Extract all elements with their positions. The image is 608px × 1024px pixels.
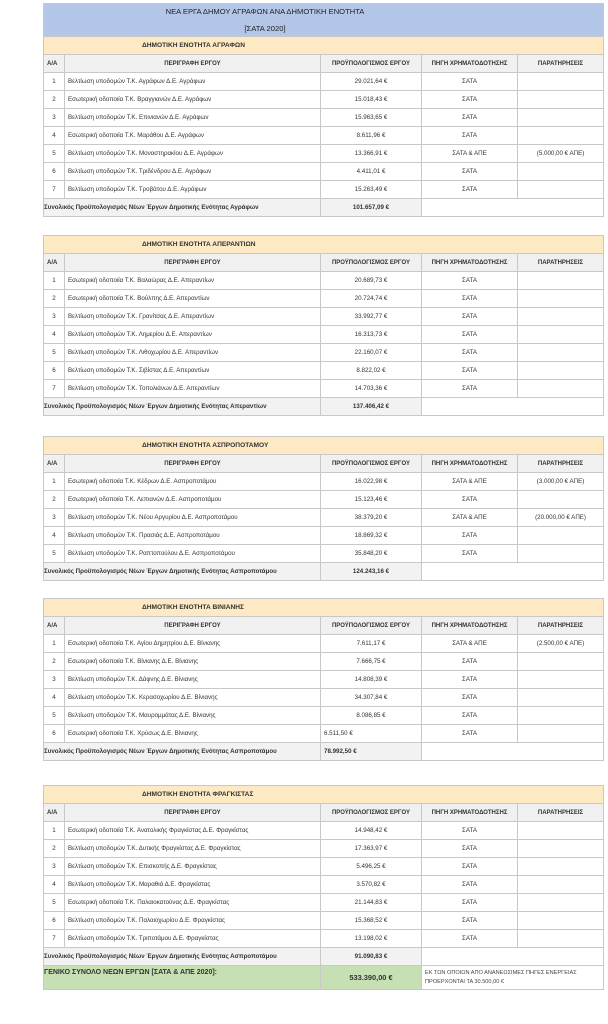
table-row <box>44 109 604 127</box>
document-title: ΝΕΑ ΕΡΓΑ ΔΗΜΟΥ ΑΓΡΑΦΩΝ ΑΝΑ ΔΗΜΟΤΙΚΗ ΕΝΟΤΗΤΑ <box>44 4 604 21</box>
column-header-description: ΠΕΡΙΓΡΑΦΗ ΕΡΓΟΥ <box>65 254 321 272</box>
project-description: Βελτίωση υποδομών Τ.Κ. Αγράφων Δ.Ε. Αγράφων <box>65 73 321 91</box>
subtotal-label: Συνολικός Προϋπολογισμός Νέων Έργων Δημοτικής Ενότητας Ασπροποτάμου <box>44 743 321 761</box>
remarks: (2.500,00 € ΑΠΕ) <box>518 635 604 653</box>
funding-source: ΣΑΤΑ <box>422 527 518 545</box>
project-budget: 35.848,20 € <box>321 545 422 563</box>
section-table <box>43 436 603 581</box>
funding-source: ΣΑΤΑ <box>422 858 518 876</box>
column-header-description: ΠΕΡΙΓΡΑΦΗ ΕΡΓΟΥ <box>65 455 321 473</box>
funding-source: ΣΑΤΑ <box>422 163 518 181</box>
table-row <box>44 509 604 527</box>
table-row <box>44 491 604 509</box>
project-budget: 20.724,74 € <box>321 290 422 308</box>
row-number: 3 <box>44 308 65 326</box>
table-row <box>44 545 604 563</box>
remarks <box>518 930 604 948</box>
project-description: Εσωτερική οδοποιία Τ.Κ. Κέδρων Δ.Ε. Ασπροποτάμου <box>65 473 321 491</box>
remarks <box>518 822 604 840</box>
remarks <box>518 127 604 145</box>
project-budget: 33.992,77 € <box>321 308 422 326</box>
grand-total-block <box>43 965 603 990</box>
subtotal-value: 124.243,16 € <box>321 563 422 581</box>
section-table <box>43 785 603 966</box>
subtotal-row <box>44 948 604 966</box>
remarks <box>518 840 604 858</box>
remarks <box>518 527 604 545</box>
funding-source: ΣΑΤΑ <box>422 380 518 398</box>
project-budget: 8.611,96 € <box>321 127 422 145</box>
column-header-source: ΠΗΓΗ ΧΡΗΜΑΤΟΔΟΤΗΣΗΣ <box>422 617 518 635</box>
table-row <box>44 473 604 491</box>
remarks: (5.000,00 € ΑΠΕ) <box>518 145 604 163</box>
row-number: 5 <box>44 145 65 163</box>
column-header-description: ΠΕΡΙΓΡΑΦΗ ΕΡΓΟΥ <box>65 55 321 73</box>
project-description: Εσωτερική οδοποιία Τ.Κ. Παλαιοκατούνας Δ.Ε. Φραγκίστας <box>65 894 321 912</box>
funding-source: ΣΑΤΑ & ΑΠΕ <box>422 509 518 527</box>
row-number: 4 <box>44 127 65 145</box>
subtotal-row <box>44 199 604 217</box>
table-row <box>44 290 604 308</box>
table-row <box>44 527 604 545</box>
column-header-source: ΠΗΓΗ ΧΡΗΜΑΤΟΔΟΤΗΣΗΣ <box>422 254 518 272</box>
remarks <box>518 308 604 326</box>
section-title: ΔΗΜΟΤΙΚΗ ΕΝΟΤΗΤΑ ΒΙΝΙΑΝΗΣ <box>142 604 244 611</box>
project-budget: 15.368,52 € <box>321 912 422 930</box>
row-number: 4 <box>44 876 65 894</box>
column-header-remarks: ΠΑΡΑΤΗΡΗΣΕΙΣ <box>518 455 604 473</box>
column-header-budget: ΠΡΟΫΠΟΛΟΓΙΣΜΟΣ ΕΡΓΟΥ <box>321 455 422 473</box>
column-header-aa: Α/Α <box>44 617 65 635</box>
row-number: 1 <box>44 73 65 91</box>
subtotal-empty <box>422 743 604 761</box>
table-row <box>44 362 604 380</box>
column-header-remarks: ΠΑΡΑΤΗΡΗΣΕΙΣ <box>518 617 604 635</box>
table-row <box>44 272 604 290</box>
project-description: Εσωτερική οδοποιία Τ.Κ. Βαλαώρας Δ.Ε. Απεραντίων <box>65 272 321 290</box>
project-budget: 15.123,46 € <box>321 491 422 509</box>
row-number: 3 <box>44 671 65 689</box>
row-number: 2 <box>44 290 65 308</box>
row-number: 6 <box>44 912 65 930</box>
project-budget: 22.160,07 € <box>321 344 422 362</box>
project-budget: 8.822,02 € <box>321 362 422 380</box>
subtotal-value: 137.406,42 € <box>321 398 422 416</box>
project-description: Εσωτερική οδοποιία Τ.Κ. Ανατολικής Φραγκίστας Δ.Ε. Φραγκίστας <box>65 822 321 840</box>
table-row <box>44 840 604 858</box>
project-budget: 13.366,91 € <box>321 145 422 163</box>
remarks <box>518 671 604 689</box>
project-description: Βελτίωση υποδομών Τ.Κ. Δυτικής Φραγκίστας Δ.Ε. Φραγκίστας <box>65 840 321 858</box>
column-header-remarks: ΠΑΡΑΤΗΡΗΣΕΙΣ <box>518 55 604 73</box>
table-row <box>44 181 604 199</box>
project-description: Βελτίωση υποδομών Τ.Κ. Δάφνης Δ.Ε. Βίνιανης <box>65 671 321 689</box>
table-row <box>44 127 604 145</box>
row-number: 3 <box>44 509 65 527</box>
column-header-source: ΠΗΓΗ ΧΡΗΜΑΤΟΔΟΤΗΣΗΣ <box>422 55 518 73</box>
remarks <box>518 181 604 199</box>
subtotal-label: Συνολικός Προϋπολογισμός Νέων Έργων Δημοτικής Ενότητας Αγράφων <box>44 199 321 217</box>
row-number: 3 <box>44 109 65 127</box>
funding-source: ΣΑΤΑ <box>422 725 518 743</box>
table-row <box>44 707 604 725</box>
column-header-budget: ΠΡΟΫΠΟΛΟΓΙΣΜΟΣ ΕΡΓΟΥ <box>321 254 422 272</box>
subtotal-row <box>44 398 604 416</box>
table-row <box>44 653 604 671</box>
project-description: Βελτίωση υποδομών Τ.Κ. Επισκοπής Δ.Ε. Φραγκίστας <box>65 858 321 876</box>
project-description: Εσωτερική οδοποιία Τ.Κ. Βραγγιανών Δ.Ε. Αγράφων <box>65 91 321 109</box>
funding-source: ΣΑΤΑ <box>422 109 518 127</box>
remarks <box>518 91 604 109</box>
row-number: 7 <box>44 181 65 199</box>
table-row <box>44 380 604 398</box>
section-title: ΔΗΜΟΤΙΚΗ ΕΝΟΤΗΤΑ ΑΠΕΡΑΝΤΙΩΝ <box>142 241 256 248</box>
funding-source: ΣΑΤΑ <box>422 290 518 308</box>
remarks <box>518 326 604 344</box>
project-description: Βελτίωση υποδομών Τ.Κ. Τροβάτου Δ.Ε. Αγράφων <box>65 181 321 199</box>
row-number: 6 <box>44 725 65 743</box>
document-subtitle: [ΣΑΤΑ 2020] <box>44 20 604 37</box>
column-header-remarks: ΠΑΡΑΤΗΡΗΣΕΙΣ <box>518 804 604 822</box>
project-budget: 6.511,50 € <box>321 725 422 743</box>
project-description: Βελτίωση υποδομών Τ.Κ. Επινιανών Δ.Ε. Αγράφων <box>65 109 321 127</box>
remarks <box>518 545 604 563</box>
funding-source: ΣΑΤΑ <box>422 491 518 509</box>
row-number: 5 <box>44 707 65 725</box>
funding-source: ΣΑΤΑ <box>422 707 518 725</box>
table-row <box>44 689 604 707</box>
project-budget: 18.869,32 € <box>321 527 422 545</box>
project-description: Εσωτερική οδοποιία Τ.Κ. Βούλπης Δ.Ε. Απεραντίων <box>65 290 321 308</box>
row-number: 5 <box>44 894 65 912</box>
document-title-block <box>43 3 603 37</box>
section-table <box>43 36 603 217</box>
project-budget: 17.363,97 € <box>321 840 422 858</box>
row-number: 2 <box>44 653 65 671</box>
section-title: ΔΗΜΟΤΙΚΗ ΕΝΟΤΗΤΑ ΑΓΡΑΦΩΝ <box>142 42 245 49</box>
project-description: Βελτίωση υποδομών Τ.Κ. Σιβίστας Δ.Ε. Απεραντίων <box>65 362 321 380</box>
subtotal-label: Συνολικός Προϋπολογισμός Νέων Έργων Δημοτικής Ενότητας Ασπροποτάμου <box>44 563 321 581</box>
project-budget: 15.263,49 € <box>321 181 422 199</box>
funding-source: ΣΑΤΑ <box>422 840 518 858</box>
remarks <box>518 380 604 398</box>
funding-source: ΣΑΤΑ & ΑΠΕ <box>422 635 518 653</box>
column-header-aa: Α/Α <box>44 804 65 822</box>
column-header-source: ΠΗΓΗ ΧΡΗΜΑΤΟΔΟΤΗΣΗΣ <box>422 455 518 473</box>
remarks <box>518 272 604 290</box>
funding-source: ΣΑΤΑ <box>422 91 518 109</box>
project-budget: 21.144,83 € <box>321 894 422 912</box>
row-number: 2 <box>44 91 65 109</box>
project-description: Εσωτερική οδοποιία Τ.Κ. Λεπιανών Δ.Ε. Ασπροποτάμου <box>65 491 321 509</box>
column-header-source: ΠΗΓΗ ΧΡΗΜΑΤΟΔΟΤΗΣΗΣ <box>422 804 518 822</box>
project-description: Εσωτερική οδοποιία Τ.Κ. Αγίου Δημητρίου Δ.Ε. Βίνιανης <box>65 635 321 653</box>
table-row <box>44 344 604 362</box>
project-budget: 16.022,98 € <box>321 473 422 491</box>
table-row <box>44 308 604 326</box>
funding-source: ΣΑΤΑ <box>422 344 518 362</box>
remarks <box>518 362 604 380</box>
remarks <box>518 109 604 127</box>
project-budget: 29.021,64 € <box>321 73 422 91</box>
section-header <box>44 437 604 455</box>
project-description: Βελτίωση υποδομών Τ.Κ. Ραπτοπούλου Δ.Ε. Ασπροποτάμου <box>65 545 321 563</box>
table-row <box>44 671 604 689</box>
project-budget: 7.611,17 € <box>321 635 422 653</box>
project-budget: 7.666,75 € <box>321 653 422 671</box>
project-description: Βελτίωση υποδομών Τ.Κ. Μαραθιά Δ.Ε. Φραγκίστας <box>65 876 321 894</box>
project-description: Βελτίωση υποδομών Τ.Κ. Μοναστηρακίου Δ.Ε. Αγράφων <box>65 145 321 163</box>
remarks <box>518 491 604 509</box>
table-row <box>44 326 604 344</box>
subtotal-value: 78.992,50 € <box>321 743 422 761</box>
project-budget: 5.496,25 € <box>321 858 422 876</box>
subtotal-empty <box>422 948 604 966</box>
project-budget: 16.313,73 € <box>321 326 422 344</box>
funding-source: ΣΑΤΑ <box>422 181 518 199</box>
funding-source: ΣΑΤΑ <box>422 545 518 563</box>
project-description: Βελτίωση υποδομών Τ.Κ. Νέου Αργυρίου Δ.Ε. Ασπροποτάμου <box>65 509 321 527</box>
remarks: (3.000,00 € ΑΠΕ) <box>518 473 604 491</box>
row-number: 6 <box>44 163 65 181</box>
section-title: ΔΗΜΟΤΙΚΗ ΕΝΟΤΗΤΑ ΦΡΑΓΚΙΣΤΑΣ <box>142 791 254 798</box>
table-row <box>44 725 604 743</box>
project-budget: 14.808,39 € <box>321 671 422 689</box>
funding-source: ΣΑΤΑ & ΑΠΕ <box>422 473 518 491</box>
remarks <box>518 725 604 743</box>
funding-source: ΣΑΤΑ & ΑΠΕ <box>422 145 518 163</box>
column-header-budget: ΠΡΟΫΠΟΛΟΓΙΣΜΟΣ ΕΡΓΟΥ <box>321 617 422 635</box>
column-header-budget: ΠΡΟΫΠΟΛΟΓΙΣΜΟΣ ΕΡΓΟΥ <box>321 804 422 822</box>
table-row <box>44 91 604 109</box>
project-description: Βελτίωση υποδομών Τ.Κ. Γρανίτσας Δ.Ε. Απεραντίων <box>65 308 321 326</box>
table-row <box>44 163 604 181</box>
project-budget: 15.018,43 € <box>321 91 422 109</box>
table-row <box>44 635 604 653</box>
row-number: 1 <box>44 822 65 840</box>
project-description: Βελτίωση υποδομών Τ.Κ. Κερασοχωρίου Δ.Ε. Βίνιανης <box>65 689 321 707</box>
section-title: ΔΗΜΟΤΙΚΗ ΕΝΟΤΗΤΑ ΑΣΠΡΟΠΟΤΑΜΟΥ <box>142 442 269 449</box>
remarks <box>518 653 604 671</box>
column-header-remarks: ΠΑΡΑΤΗΡΗΣΕΙΣ <box>518 254 604 272</box>
project-budget: 34.307,84 € <box>321 689 422 707</box>
row-number: 7 <box>44 930 65 948</box>
table-row <box>44 912 604 930</box>
project-budget: 15.963,65 € <box>321 109 422 127</box>
project-description: Εσωτερική οδοποιία Τ.Κ. Βίνιανης Δ.Ε. Βίνιανης <box>65 653 321 671</box>
subtotal-label: Συνολικός Προϋπολογισμός Νέων Έργων Δημοτικής Ενότητας Απεραντίων <box>44 398 321 416</box>
row-number: 4 <box>44 689 65 707</box>
subtotal-label: Συνολικός Προϋπολογισμός Νέων Έργων Δημοτικής Ενότητας Ασπροποτάμου <box>44 948 321 966</box>
subtotal-value: 91.090,83 € <box>321 948 422 966</box>
remarks <box>518 912 604 930</box>
funding-source: ΣΑΤΑ <box>422 653 518 671</box>
funding-source: ΣΑΤΑ <box>422 127 518 145</box>
remarks <box>518 707 604 725</box>
row-number: 1 <box>44 272 65 290</box>
project-description: Βελτίωση υποδομών Τ.Κ. Τοπολιάνων Δ.Ε. Απεραντίων <box>65 380 321 398</box>
row-number: 7 <box>44 380 65 398</box>
funding-source: ΣΑΤΑ <box>422 822 518 840</box>
remarks <box>518 73 604 91</box>
project-description: Εσωτερική οδοποιία Τ.Κ. Μαράθου Δ.Ε. Αγράφων <box>65 127 321 145</box>
remarks <box>518 290 604 308</box>
section-header <box>44 599 604 617</box>
funding-source: ΣΑΤΑ <box>422 308 518 326</box>
remarks <box>518 689 604 707</box>
subtotal-empty <box>422 398 604 416</box>
remarks <box>518 163 604 181</box>
table-row <box>44 930 604 948</box>
funding-source: ΣΑΤΑ <box>422 73 518 91</box>
grand-total-note: ΕΚ ΤΩΝ ΟΠΟΙΩΝ ΑΠΟ ΑΝΑΝΕΩΣΙΜΕΣ ΠΗΓΕΣ ΕΝΕΡΓΕΙΑΣ ΠΡΟΕΡΧΟΝΤΑΙ ΤΑ 30.500,00 € <box>422 966 604 990</box>
subtotal-value: 101.657,09 € <box>321 199 422 217</box>
column-header-aa: Α/Α <box>44 55 65 73</box>
grand-total-label: ΓΕΝΙΚΟ ΣΥΝΟΛΟ ΝΕΩΝ ΕΡΓΩΝ [ΣΑΤΑ & ΑΠΕ 2020]: <box>44 966 321 990</box>
funding-source: ΣΑΤΑ <box>422 894 518 912</box>
table-row <box>44 858 604 876</box>
project-budget: 13.198,02 € <box>321 930 422 948</box>
project-description: Βελτίωση υποδομών Τ.Κ. Τριποτάμου Δ.Ε. Φραγκίστας <box>65 930 321 948</box>
funding-source: ΣΑΤΑ <box>422 930 518 948</box>
project-budget: 4.411,01 € <box>321 163 422 181</box>
row-number: 5 <box>44 344 65 362</box>
project-description: Βελτίωση υποδομών Τ.Κ. Λημερίου Δ.Ε. Απεραντίων <box>65 326 321 344</box>
remarks <box>518 344 604 362</box>
subtotal-row <box>44 743 604 761</box>
funding-source: ΣΑΤΑ <box>422 671 518 689</box>
project-budget: 38.379,20 € <box>321 509 422 527</box>
row-number: 2 <box>44 840 65 858</box>
row-number: 4 <box>44 326 65 344</box>
remarks <box>518 876 604 894</box>
funding-source: ΣΑΤΑ <box>422 272 518 290</box>
grand-total-value: 533.390,00 € <box>321 966 422 990</box>
funding-source: ΣΑΤΑ <box>422 912 518 930</box>
remarks <box>518 894 604 912</box>
column-header-description: ΠΕΡΙΓΡΑΦΗ ΕΡΓΟΥ <box>65 617 321 635</box>
project-budget: 14.703,36 € <box>321 380 422 398</box>
column-header-budget: ΠΡΟΫΠΟΛΟΓΙΣΜΟΣ ΕΡΓΟΥ <box>321 55 422 73</box>
column-header-description: ΠΕΡΙΓΡΑΦΗ ΕΡΓΟΥ <box>65 804 321 822</box>
row-number: 1 <box>44 635 65 653</box>
section-table <box>43 235 603 416</box>
subtotal-row <box>44 563 604 581</box>
project-description: Εσωτερική οδοποιία Τ.Κ. Χρύσως Δ.Ε. Βίνιανης <box>65 725 321 743</box>
section-header <box>44 786 604 804</box>
funding-source: ΣΑΤΑ <box>422 876 518 894</box>
row-number: 1 <box>44 473 65 491</box>
table-row <box>44 145 604 163</box>
section-header <box>44 37 604 55</box>
table-row <box>44 876 604 894</box>
row-number: 6 <box>44 362 65 380</box>
column-header-aa: Α/Α <box>44 455 65 473</box>
funding-source: ΣΑΤΑ <box>422 362 518 380</box>
column-header-aa: Α/Α <box>44 254 65 272</box>
project-description: Βελτίωση υποδομών Τ.Κ. Παλαιοχωρίου Δ.Ε. Φραγκίστας <box>65 912 321 930</box>
table-row <box>44 822 604 840</box>
remarks <box>518 858 604 876</box>
project-budget: 20.689,73 € <box>321 272 422 290</box>
project-description: Βελτίωση υποδομών Τ.Κ. Τριδένδρου Δ.Ε. Αγράφων <box>65 163 321 181</box>
subtotal-empty <box>422 563 604 581</box>
table-row <box>44 894 604 912</box>
row-number: 4 <box>44 527 65 545</box>
project-description: Βελτίωση υποδομών Τ.Κ. Μαυρομμάτας Δ.Ε. Βίνιανης <box>65 707 321 725</box>
remarks: (20.000,00 € ΑΠΕ) <box>518 509 604 527</box>
row-number: 2 <box>44 491 65 509</box>
row-number: 5 <box>44 545 65 563</box>
project-budget: 8.086,85 € <box>321 707 422 725</box>
section-table <box>43 598 603 761</box>
section-header <box>44 236 604 254</box>
project-description: Βελτίωση υποδομών Τ.Κ. Λιθοχωρίου Δ.Ε. Απεραντίων <box>65 344 321 362</box>
subtotal-empty <box>422 199 604 217</box>
project-description: Βελτίωση υποδομών Τ.Κ. Πρασιάς Δ.Ε. Ασπροποτάμου <box>65 527 321 545</box>
row-number: 3 <box>44 858 65 876</box>
project-budget: 3.570,82 € <box>321 876 422 894</box>
table-row <box>44 73 604 91</box>
project-budget: 14.948,42 € <box>321 822 422 840</box>
funding-source: ΣΑΤΑ <box>422 326 518 344</box>
funding-source: ΣΑΤΑ <box>422 689 518 707</box>
